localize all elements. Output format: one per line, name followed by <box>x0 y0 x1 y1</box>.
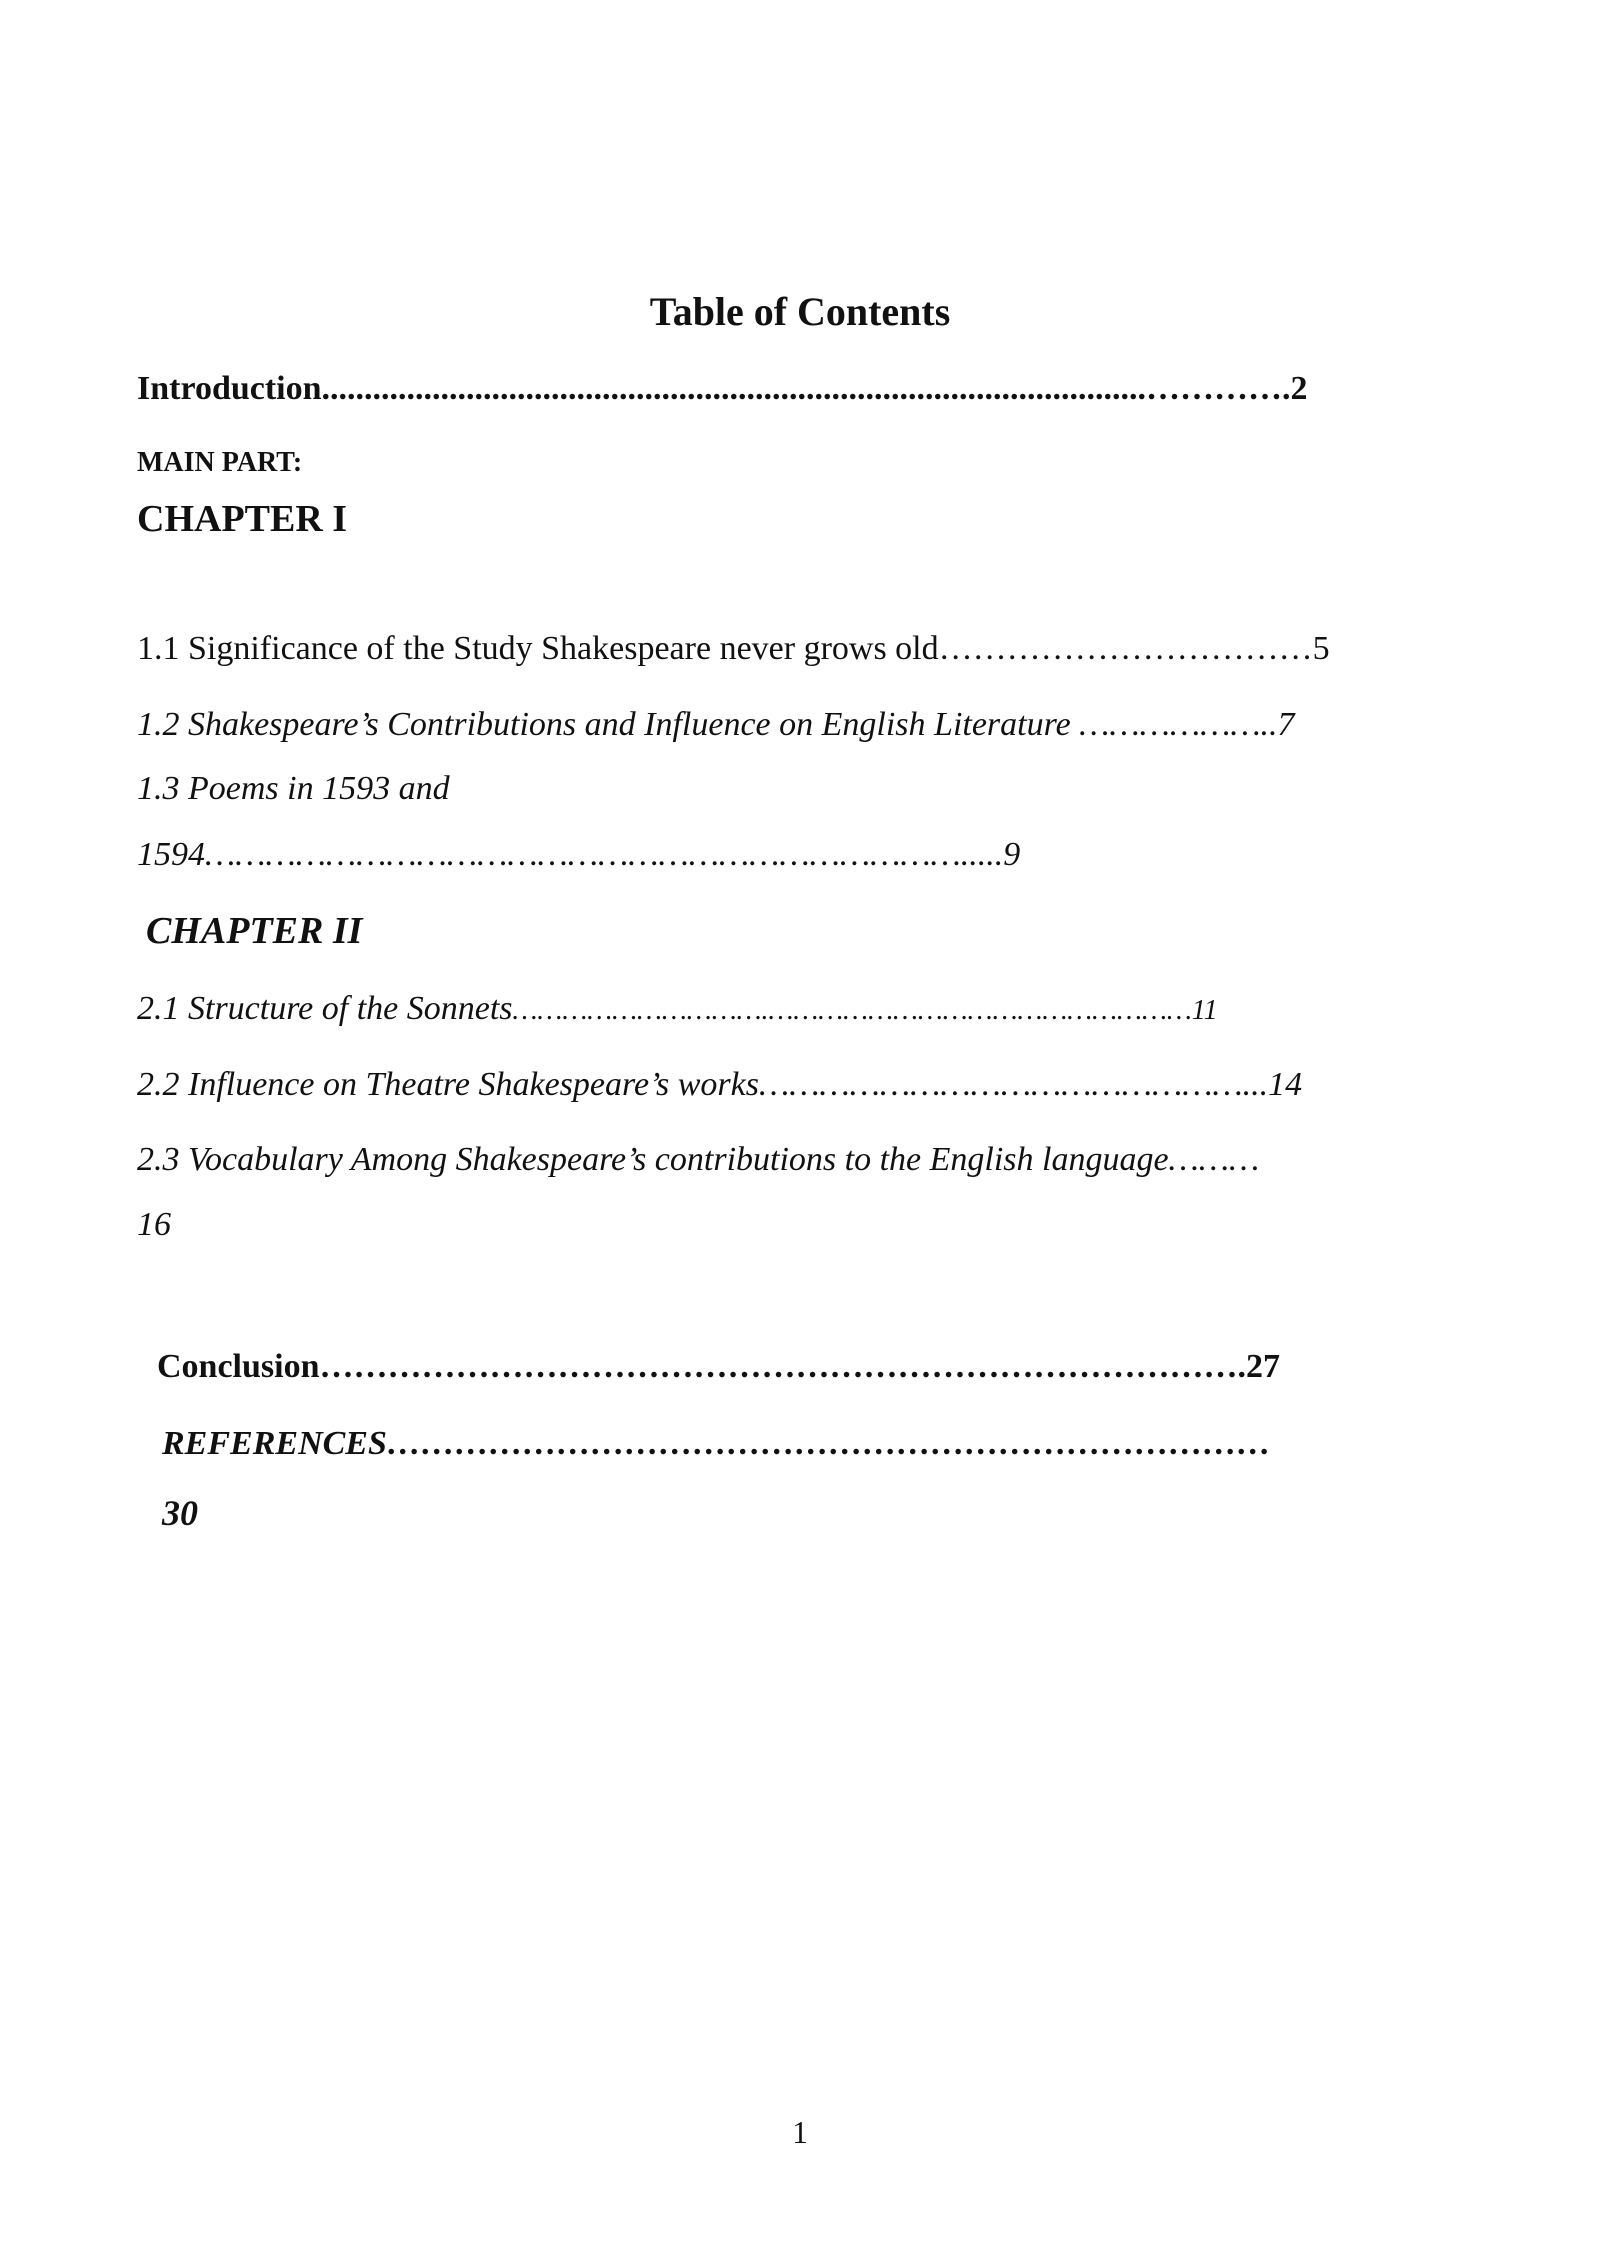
toc-entry-2-2: 2.2 Influence on Theatre Shakespeare’s works…………………………………………...14 <box>137 1066 1303 1103</box>
toc-entry-conclusion: Conclusion……………………………………………………………………….27 <box>157 1348 1280 1385</box>
toc-entry-1-2: 1.2 Shakespeare’s Contributions and Influence on English Literature ………………..7 <box>137 706 1295 743</box>
toc-entry-2-1 <box>137 992 1218 1026</box>
toc-entry-1-3: 1.3 Poems in 1593 and <box>137 770 450 807</box>
toc-entry-2-1-leader: ………………………….……………………………………………11 <box>512 995 1218 1026</box>
toc-entry-2-1-title: 2.1 Structure of the Sonnets <box>137 990 513 1027</box>
toc-entry-references-page: 30 <box>162 1493 198 1533</box>
toc-chapter-2-heading: CHAPTER II <box>146 910 363 952</box>
toc-entry-2-3-page: 16 <box>137 1206 171 1243</box>
toc-entry-2-3: 2.3 Vocabulary Among Shakespeare’s contributions to the English language……… <box>137 1141 1260 1178</box>
toc-chapter-1-heading: CHAPTER I <box>137 498 348 540</box>
page-title: Table of Contents <box>649 289 951 334</box>
toc-main-part-label: MAIN PART: <box>137 447 303 478</box>
toc-entry-introduction: Introduction.................................................................................................………….2 <box>137 370 1308 407</box>
toc-entry-1-1: 1.1 Significance of the Study Shakespeare never grows old……………………………5 <box>137 630 1330 667</box>
page-number: 1 <box>792 2115 808 2150</box>
toc-entry-references: REFERENCES…………………………………………………………………… <box>162 1425 1271 1462</box>
toc-entry-1-3-page: 1594………………………………………………………………….....9 <box>137 836 1021 873</box>
